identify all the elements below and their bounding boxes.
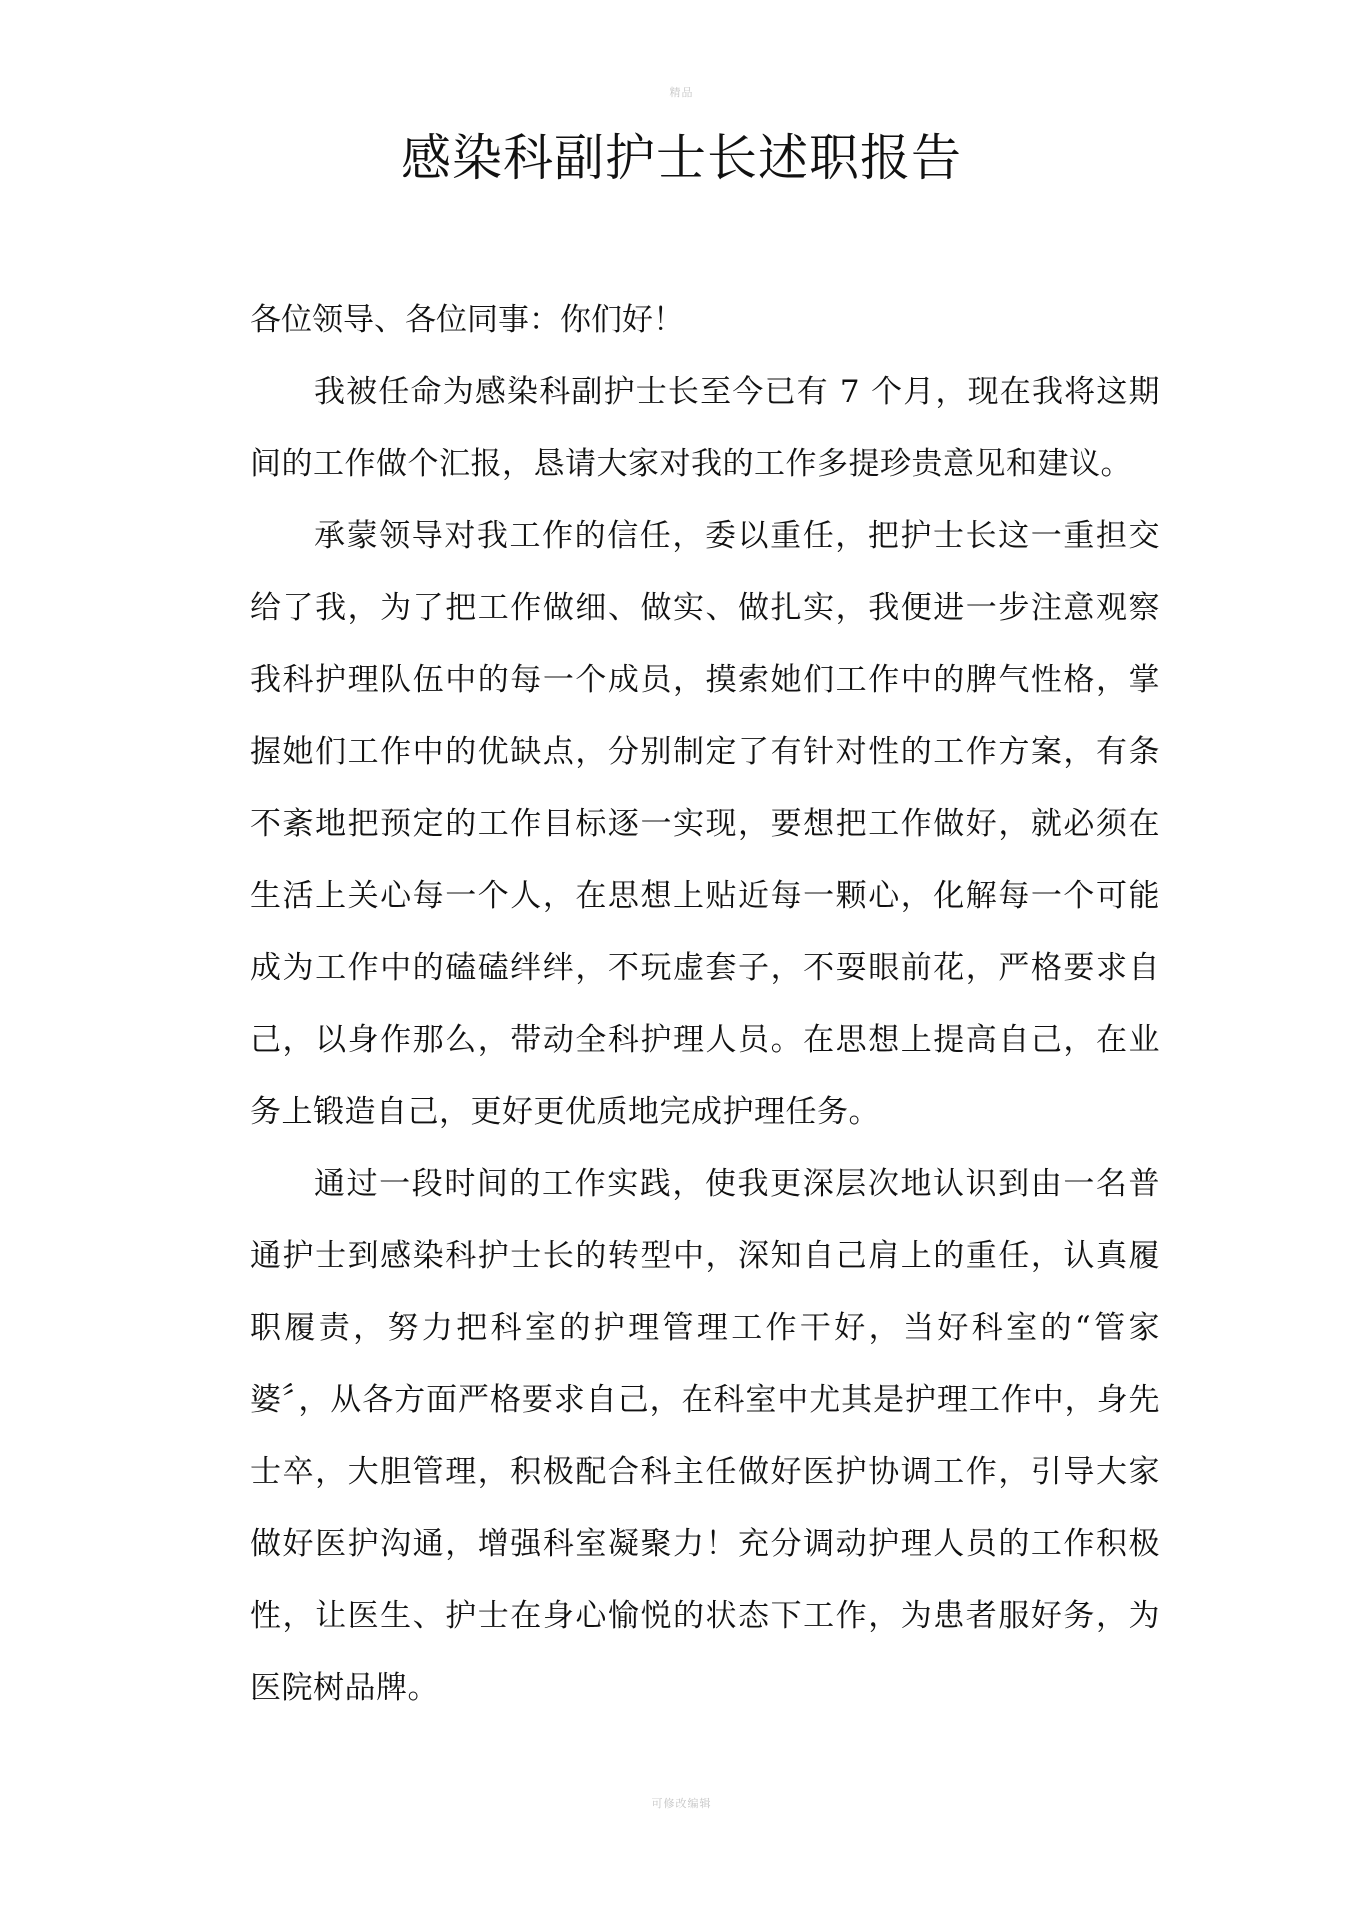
- paragraph-3: 通过一段时间的工作实践，使我更深层次地认识到由一名普通护士到感染科护士长的转型中，深知自己肩上的重任，认真履职履责，努力把科室的护理管理工作干好，当好科室的“管家婆〞，从各方面严格要求自己，在科室中尤其是护理工作中，身先士卒，大胆管理，积极配合科主任做好医护协调工作，引导大家做好医护沟通，增强科室凝聚力！充分调动护理人员的工作积极性，让医生、护士在身心愉悦的状态下工作，为患者服好务，为医院树品牌。: [250, 1166, 1160, 1706]
- document-body: [250, 284, 1160, 1724]
- document-title: 感染科副护士长述职报告: [401, 129, 962, 187]
- salutation: 各位领导、各位同事：你们好！: [250, 302, 684, 338]
- paragraph-1: 我被任命为感染科副护士长至今已有 7 个月，现在我将这期间的工作做个汇报，恳请大家对我的工作多提珍贵意见和建议。: [250, 374, 1160, 482]
- footer-watermark: 可修改编辑: [651, 1797, 712, 1810]
- header-watermark: 精品: [669, 86, 694, 99]
- paragraph-2: 承蒙领导对我工作的信任，委以重任，把护士长这一重担交给了我，为了把工作做细、做实、做扎实，我便进一步注意观察我科护理队伍中的每一个成员，摸索她们工作中的脾气性格，掌握她们工作中的优缺点，分别制定了有针对性的工作方案，有条不紊地把预定的工作目标逐一实现，要想把工作做好，就必须在生活上关心每一个人，在思想上贴近每一颗心，化解每一个可能成为工作中的磕磕绊绊，不玩虚套子，不耍眼前花，严格要求自己，以身作那么，带动全科护理人员。在思想上提高自己，在业务上锻造自己，更好更优质地完成护理任务。: [250, 518, 1160, 1130]
